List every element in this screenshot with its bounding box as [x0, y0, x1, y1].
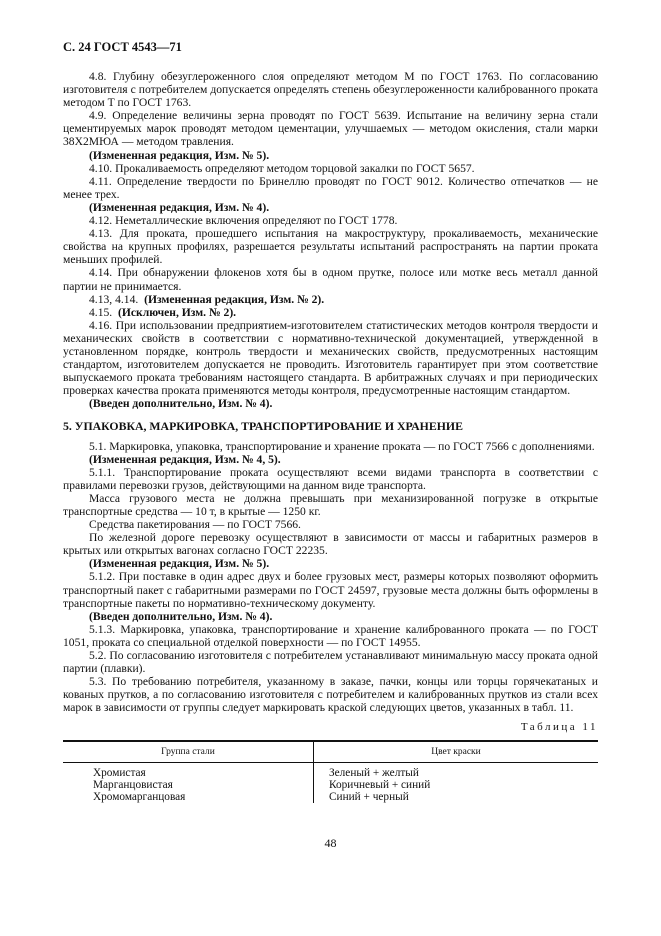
amendment-note: (Измененная редакция, Изм. № 5). — [89, 148, 270, 162]
amendment-note — [63, 293, 598, 306]
column-header-steel-group: Группа стали — [63, 741, 314, 763]
table-header-row — [63, 741, 598, 763]
paragraph-4-14: 4.14. При обнаружении флокенов хотя бы в одном прутке, полосе или мотке весь металл данной партии не принимается. — [63, 266, 598, 293]
paint-color-table — [63, 740, 598, 804]
amendment-note: (Измененная редакция, Изм. № 5). — [89, 557, 270, 571]
paint-color-cell: Зеленый + желтый — [329, 766, 419, 779]
document-body — [63, 70, 598, 803]
paragraph-railway: По железной дороге перевозку осуществляют в зависимости от массы и габаритных размеров в крытых или открытых вагонах согласно ГОСТ 22235. — [63, 531, 598, 558]
table-caption: Таблица 11 — [520, 720, 598, 733]
steel-group-cell: Хромомарганцовая — [63, 791, 314, 803]
amendment-note: (Измененная редакция, Изм. № 4, 5). — [89, 452, 281, 466]
paragraph-4-12: 4.12. Неметаллические включения определяют по ГОСТ 1778. — [89, 214, 398, 228]
paint-color-cell: Коричневый + синий — [329, 778, 431, 791]
paragraph-4-10: 4.10. Прокаливаемость определяют методом торцовой закалки по ГОСТ 5657. — [89, 161, 475, 175]
paragraph-5-1: 5.1. Маркировка, упаковка, транспортирование и хранение проката — по ГОСТ 7566 с дополнениями. — [89, 439, 595, 453]
page-header: С. 24 ГОСТ 4543—71 — [63, 40, 182, 54]
paragraph-4-9: 4.9. Определение величины зерна проводят по ГОСТ 5639. Испытание на величину зерна стали цементируемых марок проводят методом цементации, улучшаемых — методом окисления, стали марки 38Х2МЮА — методом травления. — [63, 109, 598, 149]
paragraph-5-1-1: 5.1.1. Транспортирование проката осуществляют всеми видами транспорта в соответствии с правилами перевозки грузов, действующими на данном виде транспорта. — [63, 465, 598, 492]
paragraph-packaging: Средства пакетирования — по ГОСТ 7566. — [89, 518, 301, 532]
paragraph-5-1-3: 5.1.3. Маркировка, упаковка, транспортирование и хранение калиброванного проката — по ГОСТ 1051, проката со специальной отделкой поверхности — по ГОСТ 14955. — [63, 622, 598, 649]
table-row — [63, 779, 598, 791]
amendment-text: (Измененная редакция, Изм. № 2). — [144, 292, 325, 306]
amendment-note: (Введен дополнительно, Изм. № 4). — [89, 609, 273, 623]
paragraph-mass: Масса грузового места не должна превышать при механизированной погрузке в открытые транспортные средства — 10 т, в крытые — 1250 кг. — [63, 491, 598, 518]
paragraph-4-15 — [63, 306, 598, 319]
paragraph-5-1-2: 5.1.2. При поставке в один адрес двух и более грузовых мест, размеры которых позволяют оформить транспортный пакет с габаритными размерами по ГОСТ 24597, грузовые места должны быть оформлены в транспортные пакеты по нормативно-техническому документу. — [63, 570, 598, 610]
steel-group-cell: Хромистая — [63, 762, 314, 779]
amendment-note: (Измененная редакция, Изм. № 4). — [89, 200, 270, 214]
column-header-paint-color: Цвет краски — [314, 741, 599, 763]
paragraph-4-13: 4.13. Для проката, прошедшего испытания на макроструктуру, прокаливаемость, механические свойства на крупных профилях, разрешается результаты испытаний распространять на партии проката меньших профилей. — [63, 227, 598, 267]
paragraph-5-2: 5.2. По согласованию изготовителя с потребителем устанавливают минимальную массу проката одной партии (плавки). — [63, 649, 598, 676]
paragraph-4-16: 4.16. При использовании предприятием-изготовителем статистических методов контроля твердости и механических свойств в соответствии с нормативно-технической документацией, утвержденной в установленном порядке, контроль твердости и механических свойств, предусмотренных настоящим стандартом, изготовителем допускается не проводить. Изготовитель гарантирует при этом соответствие выпускаемого проката требованиям настоящего стандарта. В арбитражных случаях и при периодических проверках качества проката применяются методы контроля, предусмотренные настоящим стандартом. — [63, 318, 598, 398]
table-row — [63, 762, 598, 779]
clause-ref: 4.15. — [89, 305, 113, 319]
paragraph-4-8: 4.8. Глубину обезуглероженного слоя определяют методом М по ГОСТ 1763. По согласованию изготовителя с потребителем допускается определять степень обезуглероженности калиброванного проката методом Т по ГОСТ 1763. — [63, 70, 598, 110]
paragraph-4-11: 4.11. Определение твердости по Бринеллю проводят по ГОСТ 9012. Количество отпечатков — не менее трех. — [63, 174, 598, 201]
table-row — [63, 791, 598, 803]
paint-color-cell: Синий + черный — [329, 791, 409, 804]
paragraph-5-3: 5.3. По требованию потребителя, указанному в заказе, пачки, концы или торцы горячекатаных и кованых прутков, а по согласованию изготовителя с потребителем и калиброванных прутков из стали всех марок в зависимости от группы следует маркировать краской следующих цветов, указанных в табл. 11. — [63, 675, 598, 715]
amendment-note: (Введен дополнительно, Изм. № 4). — [89, 397, 273, 411]
steel-group-cell: Марганцовистая — [63, 779, 314, 791]
section-title: 5. УПАКОВКА, МАРКИРОВКА, ТРАНСПОРТИРОВАНИЕ И ХРАНЕНИЕ — [63, 419, 463, 434]
clause-ref: 4.13, 4.14. — [89, 292, 139, 306]
page-number: 48 — [324, 836, 337, 850]
amendment-text: (Исключен, Изм. № 2). — [117, 305, 237, 319]
